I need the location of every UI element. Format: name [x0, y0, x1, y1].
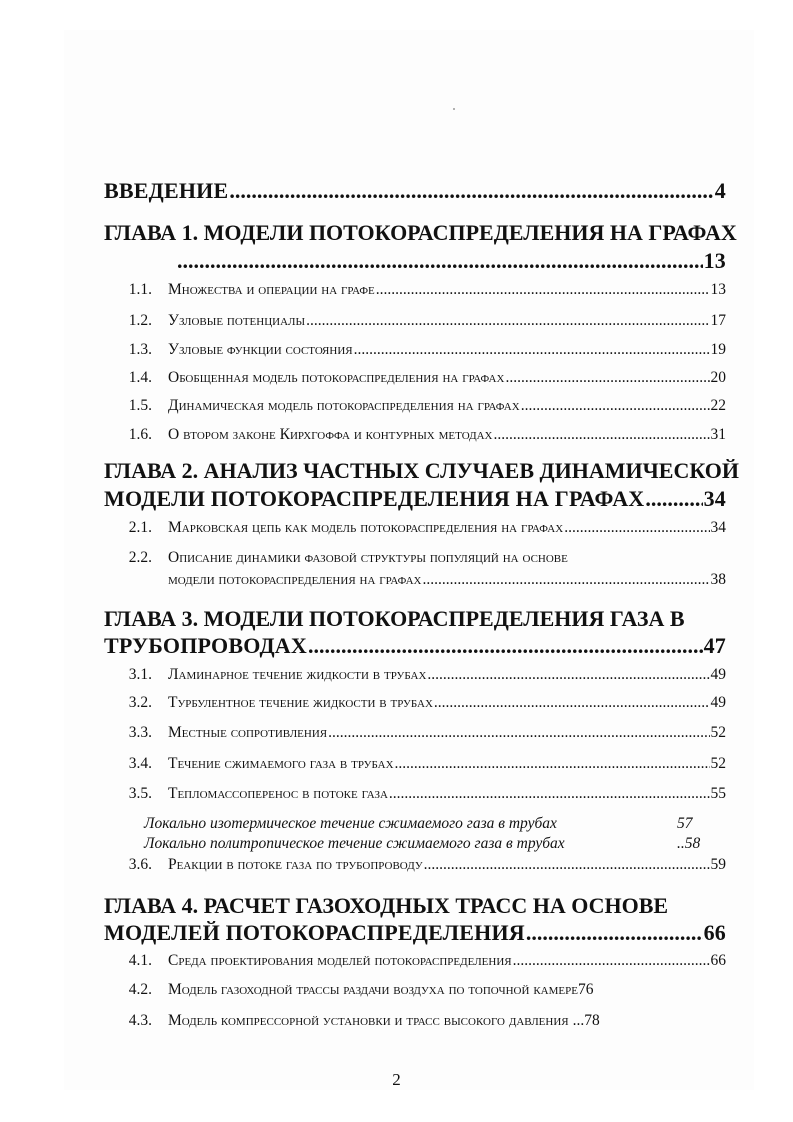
- section-page: ...78: [572, 1012, 600, 1029]
- section-page: 20: [710, 369, 726, 386]
- section-page: 55: [710, 785, 726, 802]
- leader-dots: [376, 281, 710, 299]
- leader-dots: [328, 724, 709, 742]
- toc-section-2-2-line-2[interactable]: [168, 571, 726, 589]
- section-title: Динамическая модель потокораспределения на графах: [168, 397, 520, 414]
- section-page: 66: [710, 952, 726, 969]
- section-title: Модель газоходной трассы раздачи воздуха по топочной камере: [168, 981, 578, 998]
- chapter-4-title-line-1[interactable]: ГЛАВА 4. РАСЧЕТ ГАЗОХОДНЫХ ТРАСС НА ОСНОВЕ: [104, 893, 669, 918]
- toc-section-4-3[interactable]: [116, 1012, 726, 1030]
- leader-dots: [434, 694, 710, 712]
- leader-dots: [306, 312, 709, 330]
- section-title-continued: модели потокораспределения на графах: [168, 571, 422, 588]
- leader-dots: [564, 519, 709, 537]
- leader-dots: [229, 178, 713, 204]
- chapter-3-title-line-2[interactable]: [104, 633, 726, 659]
- toc-section-3-5[interactable]: [116, 785, 726, 803]
- scan-speck: [453, 108, 455, 110]
- toc-section-1-6[interactable]: [116, 426, 726, 444]
- section-page: 49: [710, 666, 726, 683]
- section-page: 59: [710, 856, 726, 873]
- toc-section-1-1[interactable]: [116, 281, 726, 299]
- section-number: 4.3.: [128, 1012, 152, 1029]
- section-page: 76: [577, 981, 594, 998]
- toc-section-3-4[interactable]: [116, 755, 726, 773]
- section-title: Узловые потенциалы: [168, 312, 306, 329]
- toc-section-3-1[interactable]: [116, 666, 726, 684]
- leader-dots: [513, 952, 710, 970]
- toc-section-2-1[interactable]: [116, 519, 726, 537]
- toc-section-1-5[interactable]: [116, 397, 726, 415]
- section-number: 1.5.: [128, 397, 152, 414]
- leader-dots: [493, 426, 709, 444]
- section-page: 38: [710, 571, 726, 588]
- section-page: 52: [710, 755, 726, 772]
- section-title: Марковская цепь как модель потокораспределения на графах: [168, 519, 564, 536]
- section-number: 4.2.: [128, 981, 152, 998]
- section-title: Множества и операции на графе: [168, 281, 375, 298]
- leader-dots: [423, 571, 710, 589]
- section-number: 3.5.: [128, 785, 152, 802]
- toc-section-1-4[interactable]: [116, 369, 726, 387]
- chapter-4-page: 66: [703, 920, 726, 945]
- toc-entry-page: 4: [714, 178, 726, 203]
- section-number: 1.6.: [128, 426, 152, 443]
- leader-dots: [645, 486, 702, 512]
- section-number: 3.6.: [128, 856, 152, 873]
- leader-dots: [526, 920, 703, 946]
- leader-dots: [521, 397, 710, 415]
- section-page: 13: [710, 281, 726, 298]
- section-title: Турбулентное течение жидкости в трубах: [168, 694, 433, 711]
- section-number: 1.3.: [128, 341, 152, 358]
- section-number: 1.1.: [128, 281, 152, 298]
- section-page: 17: [710, 312, 726, 329]
- chapter-4-title: МОДЕЛЕЙ ПОТОКОРАСПРЕДЕЛЕНИЯ: [104, 920, 525, 945]
- toc-section-3-2[interactable]: [116, 694, 726, 712]
- section-title: Среда проектирования моделей потокораспределения: [168, 952, 512, 969]
- leader-dots: [177, 248, 703, 274]
- section-title: Обобщенная модель потокораспределения на графах: [168, 369, 505, 386]
- toc-section-3-3[interactable]: [116, 724, 726, 742]
- leader-dots: [354, 341, 710, 359]
- toc-section-4-2[interactable]: [116, 981, 726, 999]
- section-number: 4.1.: [128, 952, 152, 969]
- toc-section-4-1[interactable]: [116, 952, 726, 970]
- section-number: 1.2.: [128, 312, 152, 329]
- chapter-2-page: 34: [703, 486, 726, 511]
- subsection-page: 57: [677, 815, 693, 832]
- leader-dots: [427, 666, 709, 684]
- section-title: Ламинарное течение жидкости в трубах: [168, 666, 427, 683]
- chapter-1-title[interactable]: ГЛАВА 1. МОДЕЛИ ПОТОКОРАСПРЕДЕЛЕНИЯ НА ГРАФАХ: [104, 220, 737, 245]
- chapter-4-title-line-2[interactable]: [104, 920, 726, 946]
- toc-subsection-polytropic[interactable]: Локально политропическое течение сжимаемого газа в трубах: [144, 835, 565, 852]
- chapter-3-title-line-1[interactable]: ГЛАВА 3. МОДЕЛИ ПОТОКОРАСПРЕДЕЛЕНИЯ ГАЗА В: [104, 606, 685, 631]
- section-title: Тепломассоперенос в потоке газа: [168, 785, 388, 802]
- section-page: 19: [710, 341, 726, 358]
- section-number: 2.1.: [128, 519, 152, 536]
- section-title: Местные сопротивления: [168, 724, 328, 741]
- section-title: Модель компрессорной установки и трасс высокого давления: [168, 1012, 569, 1029]
- section-number: 1.4.: [128, 369, 152, 386]
- leader-dots: [505, 369, 709, 387]
- chapter-3-title: ТРУБОПРОВОДАХ: [104, 633, 307, 658]
- toc-section-2-2-line-1[interactable]: [116, 549, 726, 567]
- section-number: 3.4.: [128, 755, 152, 772]
- section-page: 22: [710, 397, 726, 414]
- toc-section-1-2[interactable]: [116, 312, 726, 330]
- page-number: 2: [392, 1070, 401, 1089]
- section-number: 3.1.: [128, 666, 152, 683]
- section-number: 2.2.: [128, 549, 152, 566]
- chapter-1-page: 13: [703, 248, 726, 273]
- chapter-2-title: МОДЕЛИ ПОТОКОРАСПРЕДЕЛЕНИЯ НА ГРАФАХ: [104, 486, 645, 511]
- leader-dots: [424, 856, 710, 874]
- section-page: 52: [710, 724, 726, 741]
- section-number: 3.2.: [128, 694, 152, 711]
- leader-dots: [389, 785, 710, 803]
- subsection-page: ..58: [677, 835, 701, 852]
- chapter-2-title-line-1[interactable]: ГЛАВА 2. АНАЛИЗ ЧАСТНЫХ СЛУЧАЕВ ДИНАМИЧЕСКОЙ: [104, 458, 739, 483]
- toc-subsection-isothermal[interactable]: Локально изотермическое течение сжимаемого газа в трубах: [144, 815, 557, 832]
- toc-section-1-3[interactable]: [116, 341, 726, 359]
- chapter-1-page-line[interactable]: [176, 248, 726, 274]
- section-title: Описание динамики фазовой структуры популяций на основе: [168, 549, 568, 566]
- section-title: О втором законе Кирхгоффа и контурных методах: [168, 426, 493, 443]
- toc-entry-intro[interactable]: [104, 178, 726, 204]
- section-number: 3.3.: [128, 724, 152, 741]
- section-page: 34: [710, 519, 726, 536]
- section-title: Течение сжимаемого газа в трубах: [168, 755, 394, 772]
- chapter-2-title-line-2[interactable]: [104, 486, 726, 512]
- toc-entry-label: ВВЕДЕНИЕ: [104, 178, 229, 203]
- leader-dots: [395, 755, 710, 773]
- section-title: Реакции в потоке газа по трубопроводу: [168, 856, 423, 873]
- section-page: 49: [710, 694, 726, 711]
- section-page: 31: [710, 426, 726, 443]
- chapter-3-page: 47: [703, 633, 726, 658]
- leader-dots: [308, 633, 703, 659]
- section-title: Узловые функции состояния: [168, 341, 353, 358]
- toc-section-3-6[interactable]: [116, 856, 726, 874]
